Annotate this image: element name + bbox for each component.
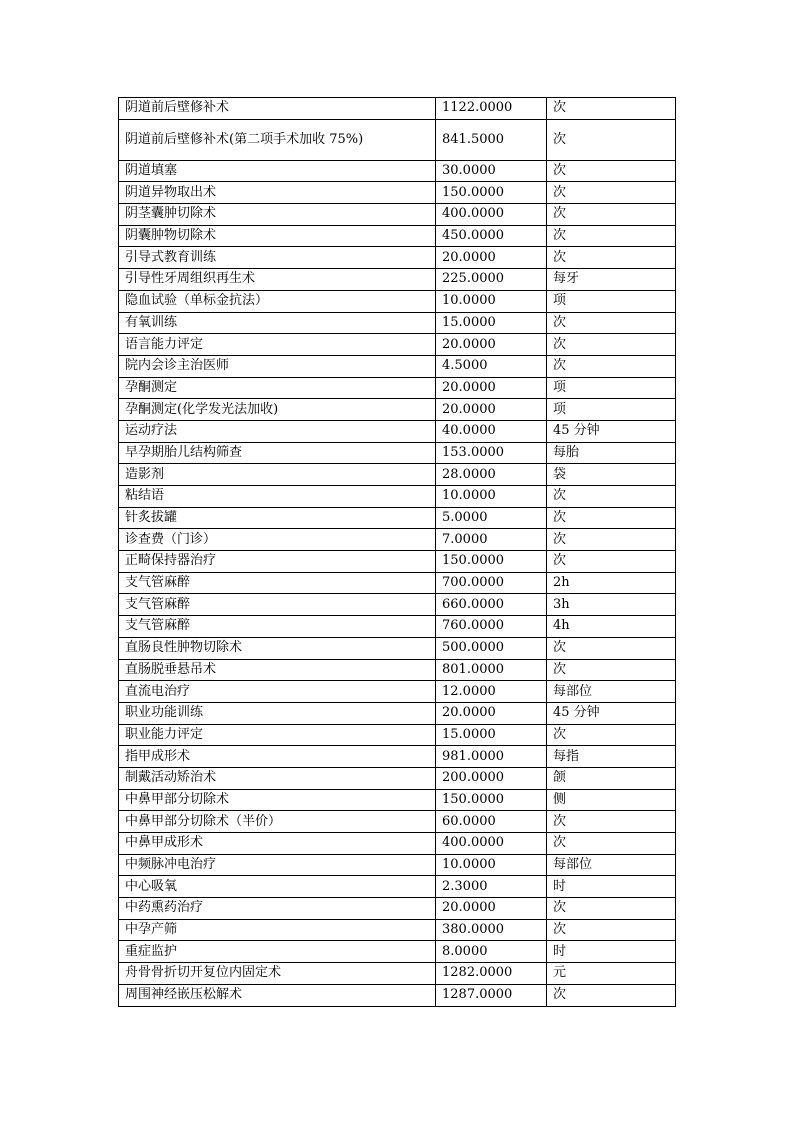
item-name-cell: 指甲成形术 — [119, 746, 436, 768]
item-name-cell: 周围神经嵌压松解术 — [119, 984, 436, 1006]
table-row — [119, 334, 676, 356]
item-unit-cell: 项 — [547, 377, 676, 399]
item-name-cell: 引导式教育训练 — [119, 247, 436, 269]
item-price-cell: 1122.0000 — [436, 98, 547, 120]
table-row — [119, 377, 676, 399]
item-unit-cell: 项 — [547, 290, 676, 312]
item-name-cell: 中心吸氧 — [119, 876, 436, 898]
table-row — [119, 160, 676, 182]
item-price-cell: 20.0000 — [436, 334, 547, 356]
item-unit-cell: 每牙 — [547, 269, 676, 291]
item-name-cell: 直肠脱垂悬吊术 — [119, 659, 436, 681]
item-name-cell: 诊查费（门诊） — [119, 529, 436, 551]
item-unit-cell: 每部位 — [547, 681, 676, 703]
fee-table — [118, 97, 676, 1007]
item-price-cell: 400.0000 — [436, 204, 547, 226]
table-row — [119, 551, 676, 573]
item-name-cell: 正畸保持器治疗 — [119, 551, 436, 573]
item-unit-cell: 次 — [547, 334, 676, 356]
table-row — [119, 529, 676, 551]
item-name-cell: 职业能力评定 — [119, 724, 436, 746]
item-price-cell: 40.0000 — [436, 420, 547, 442]
item-price-cell: 28.0000 — [436, 464, 547, 486]
item-name-cell: 中频脉冲电治疗 — [119, 854, 436, 876]
item-name-cell: 中孕产筛 — [119, 919, 436, 941]
item-price-cell: 20.0000 — [436, 399, 547, 421]
item-name-cell: 引导性牙周组织再生术 — [119, 269, 436, 291]
item-name-cell: 直流电治疗 — [119, 681, 436, 703]
item-price-cell: 700.0000 — [436, 572, 547, 594]
table-row — [119, 919, 676, 941]
item-name-cell: 早孕期胎儿结构筛查 — [119, 442, 436, 464]
item-name-cell: 造影剂 — [119, 464, 436, 486]
item-price-cell: 1282.0000 — [436, 963, 547, 985]
table-row — [119, 876, 676, 898]
table-row — [119, 637, 676, 659]
item-unit-cell: 次 — [547, 182, 676, 204]
item-price-cell: 153.0000 — [436, 442, 547, 464]
item-name-cell: 孕酮测定(化学发光法加收) — [119, 399, 436, 421]
table-row — [119, 833, 676, 855]
item-unit-cell: 次 — [547, 984, 676, 1006]
item-price-cell: 4.5000 — [436, 355, 547, 377]
table-row — [119, 204, 676, 226]
table-row — [119, 420, 676, 442]
table-row — [119, 98, 676, 120]
item-price-cell: 200.0000 — [436, 767, 547, 789]
item-name-cell: 院内会诊主治医师 — [119, 355, 436, 377]
table-row — [119, 681, 676, 703]
item-unit-cell: 45 分钟 — [547, 702, 676, 724]
table-row — [119, 269, 676, 291]
item-price-cell: 225.0000 — [436, 269, 547, 291]
item-price-cell: 10.0000 — [436, 290, 547, 312]
item-unit-cell: 4h — [547, 616, 676, 638]
item-price-cell: 760.0000 — [436, 616, 547, 638]
item-name-cell: 语言能力评定 — [119, 334, 436, 356]
item-price-cell: 20.0000 — [436, 377, 547, 399]
item-price-cell: 8.0000 — [436, 941, 547, 963]
table-row — [119, 247, 676, 269]
item-unit-cell: 次 — [547, 507, 676, 529]
item-unit-cell: 每胎 — [547, 442, 676, 464]
table-row — [119, 746, 676, 768]
table-row — [119, 702, 676, 724]
item-price-cell: 450.0000 — [436, 225, 547, 247]
item-unit-cell: 次 — [547, 919, 676, 941]
item-price-cell: 12.0000 — [436, 681, 547, 703]
item-name-cell: 中鼻甲成形术 — [119, 833, 436, 855]
item-price-cell: 5.0000 — [436, 507, 547, 529]
item-name-cell: 直肠良性肿物切除术 — [119, 637, 436, 659]
table-row — [119, 572, 676, 594]
item-name-cell: 制戴活动矫治术 — [119, 767, 436, 789]
item-unit-cell: 45 分钟 — [547, 420, 676, 442]
item-unit-cell: 次 — [547, 119, 676, 160]
item-name-cell: 阴道异物取出术 — [119, 182, 436, 204]
item-unit-cell: 袋 — [547, 464, 676, 486]
table-row — [119, 811, 676, 833]
table-row — [119, 312, 676, 334]
item-unit-cell: 次 — [547, 312, 676, 334]
item-unit-cell: 颌 — [547, 767, 676, 789]
table-row — [119, 399, 676, 421]
item-price-cell: 15.0000 — [436, 312, 547, 334]
item-price-cell: 660.0000 — [436, 594, 547, 616]
fee-table-body — [119, 98, 676, 1007]
item-name-cell: 舟骨骨折切开复位内固定术 — [119, 963, 436, 985]
item-unit-cell: 次 — [547, 811, 676, 833]
item-price-cell: 150.0000 — [436, 551, 547, 573]
table-row — [119, 941, 676, 963]
item-unit-cell: 侧 — [547, 789, 676, 811]
table-row — [119, 464, 676, 486]
item-unit-cell: 次 — [547, 355, 676, 377]
table-row — [119, 898, 676, 920]
item-price-cell: 801.0000 — [436, 659, 547, 681]
table-row — [119, 724, 676, 746]
item-price-cell: 10.0000 — [436, 854, 547, 876]
table-row — [119, 963, 676, 985]
item-name-cell: 阴道前后壁修补术(第二项手术加收 75%) — [119, 119, 436, 160]
item-price-cell: 150.0000 — [436, 182, 547, 204]
table-row — [119, 507, 676, 529]
item-unit-cell: 元 — [547, 963, 676, 985]
item-price-cell: 2.3000 — [436, 876, 547, 898]
item-name-cell: 运动疗法 — [119, 420, 436, 442]
item-price-cell: 380.0000 — [436, 919, 547, 941]
item-price-cell: 1287.0000 — [436, 984, 547, 1006]
item-name-cell: 孕酮测定 — [119, 377, 436, 399]
table-row — [119, 659, 676, 681]
item-name-cell: 阴囊肿物切除术 — [119, 225, 436, 247]
item-unit-cell: 时 — [547, 941, 676, 963]
item-unit-cell: 次 — [547, 659, 676, 681]
item-price-cell: 15.0000 — [436, 724, 547, 746]
item-name-cell: 中鼻甲部分切除术（半价） — [119, 811, 436, 833]
item-unit-cell: 次 — [547, 833, 676, 855]
item-name-cell: 中药熏药治疗 — [119, 898, 436, 920]
item-unit-cell: 次 — [547, 225, 676, 247]
table-row — [119, 854, 676, 876]
item-price-cell: 20.0000 — [436, 702, 547, 724]
item-price-cell: 20.0000 — [436, 247, 547, 269]
item-name-cell: 有氧训练 — [119, 312, 436, 334]
item-price-cell: 400.0000 — [436, 833, 547, 855]
table-row — [119, 182, 676, 204]
item-price-cell: 60.0000 — [436, 811, 547, 833]
item-price-cell: 981.0000 — [436, 746, 547, 768]
item-unit-cell: 次 — [547, 204, 676, 226]
item-name-cell: 支气管麻醉 — [119, 616, 436, 638]
item-name-cell: 职业功能训练 — [119, 702, 436, 724]
item-name-cell: 重症监护 — [119, 941, 436, 963]
item-name-cell: 支气管麻醉 — [119, 594, 436, 616]
item-price-cell: 500.0000 — [436, 637, 547, 659]
table-row — [119, 290, 676, 312]
item-unit-cell: 次 — [547, 637, 676, 659]
item-unit-cell: 2h — [547, 572, 676, 594]
item-unit-cell: 次 — [547, 724, 676, 746]
item-unit-cell: 次 — [547, 247, 676, 269]
item-unit-cell: 次 — [547, 551, 676, 573]
table-row — [119, 789, 676, 811]
item-unit-cell: 次 — [547, 898, 676, 920]
item-unit-cell: 次 — [547, 98, 676, 120]
item-name-cell: 中鼻甲部分切除术 — [119, 789, 436, 811]
table-row — [119, 119, 676, 160]
table-row — [119, 984, 676, 1006]
table-row — [119, 594, 676, 616]
item-unit-cell: 次 — [547, 160, 676, 182]
item-name-cell: 隐血试验（单标金抗法） — [119, 290, 436, 312]
item-unit-cell: 次 — [547, 529, 676, 551]
item-unit-cell: 项 — [547, 399, 676, 421]
item-unit-cell: 时 — [547, 876, 676, 898]
item-unit-cell: 次 — [547, 486, 676, 508]
item-unit-cell: 每指 — [547, 746, 676, 768]
item-name-cell: 阴茎囊肿切除术 — [119, 204, 436, 226]
item-price-cell: 841.5000 — [436, 119, 547, 160]
table-row — [119, 486, 676, 508]
item-name-cell: 支气管麻醉 — [119, 572, 436, 594]
item-price-cell: 150.0000 — [436, 789, 547, 811]
item-price-cell: 7.0000 — [436, 529, 547, 551]
item-name-cell: 阴道填塞 — [119, 160, 436, 182]
table-row — [119, 225, 676, 247]
item-name-cell: 粘结语 — [119, 486, 436, 508]
table-row — [119, 355, 676, 377]
item-price-cell: 30.0000 — [436, 160, 547, 182]
item-price-cell: 20.0000 — [436, 898, 547, 920]
table-row — [119, 767, 676, 789]
table-row — [119, 616, 676, 638]
item-name-cell: 针炙拔罐 — [119, 507, 436, 529]
item-unit-cell: 3h — [547, 594, 676, 616]
item-price-cell: 10.0000 — [436, 486, 547, 508]
item-name-cell: 阴道前后壁修补术 — [119, 98, 436, 120]
table-row — [119, 442, 676, 464]
item-unit-cell: 每部位 — [547, 854, 676, 876]
